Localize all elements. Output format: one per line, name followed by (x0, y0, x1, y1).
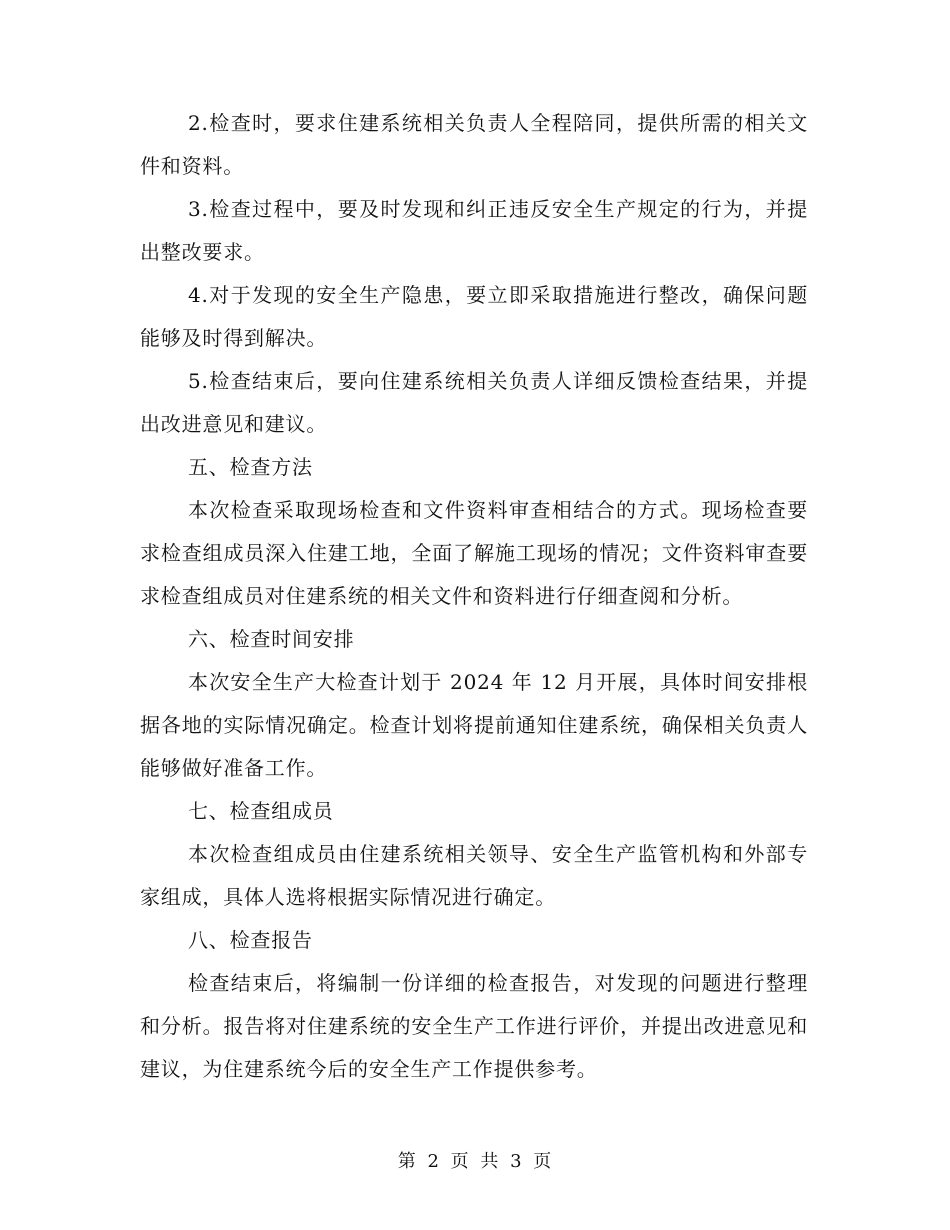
section-heading-method: 五、检查方法 (188, 455, 313, 479)
list-item-4: 4.对于发现的安全生产隐患，要立即采取措施进行整改，确保问题能够及时得到解决。 (140, 283, 808, 350)
section-heading-report: 八、检查报告 (188, 928, 313, 952)
paragraph-report: 检查结束后，将编制一份详细的检查报告，对发现的问题进行整理和分析。报告将对住建系统的安全生产工作进行评价，并提出改进意见和建议，为住建系统今后的安全生产工作提供参考。 (140, 971, 808, 1081)
document-body (140, 102, 808, 1091)
list-item-5: 5.检查结束后，要向住建系统相关负责人详细反馈检查结果，并提出改进意见和建议。 (140, 369, 808, 436)
list-item-2: 2.检查时，要求住建系统相关负责人全程陪同，提供所需的相关文件和资料。 (140, 111, 808, 178)
list-item-3: 3.检查过程中，要及时发现和纠正违反安全生产规定的行为，并提出整改要求。 (140, 197, 808, 264)
paragraph-method: 本次检查采取现场检查和文件资料审查相结合的方式。现场检查要求检查组成员深入住建工地，全面了解施工现场的情况；文件资料审查要求检查组成员对住建系统的相关文件和资料进行仔细查阅和分析。 (140, 498, 808, 608)
section-heading-schedule: 六、检查时间安排 (188, 627, 355, 651)
page-number-footer: 第 2 页 共 3 页 (397, 1151, 553, 1172)
section-heading-members: 七、检查组成员 (188, 799, 334, 823)
paragraph-members: 本次检查组成员由住建系统相关领导、安全生产监管机构和外部专家组成，具体人选将根据实际情况进行确定。 (140, 842, 808, 909)
paragraph-schedule: 本次安全生产大检查计划于 2024 年 12 月开展，具体时间安排根据各地的实际情况确定。检查计划将提前通知住建系统，确保相关负责人能够做好准备工作。 (140, 670, 808, 780)
